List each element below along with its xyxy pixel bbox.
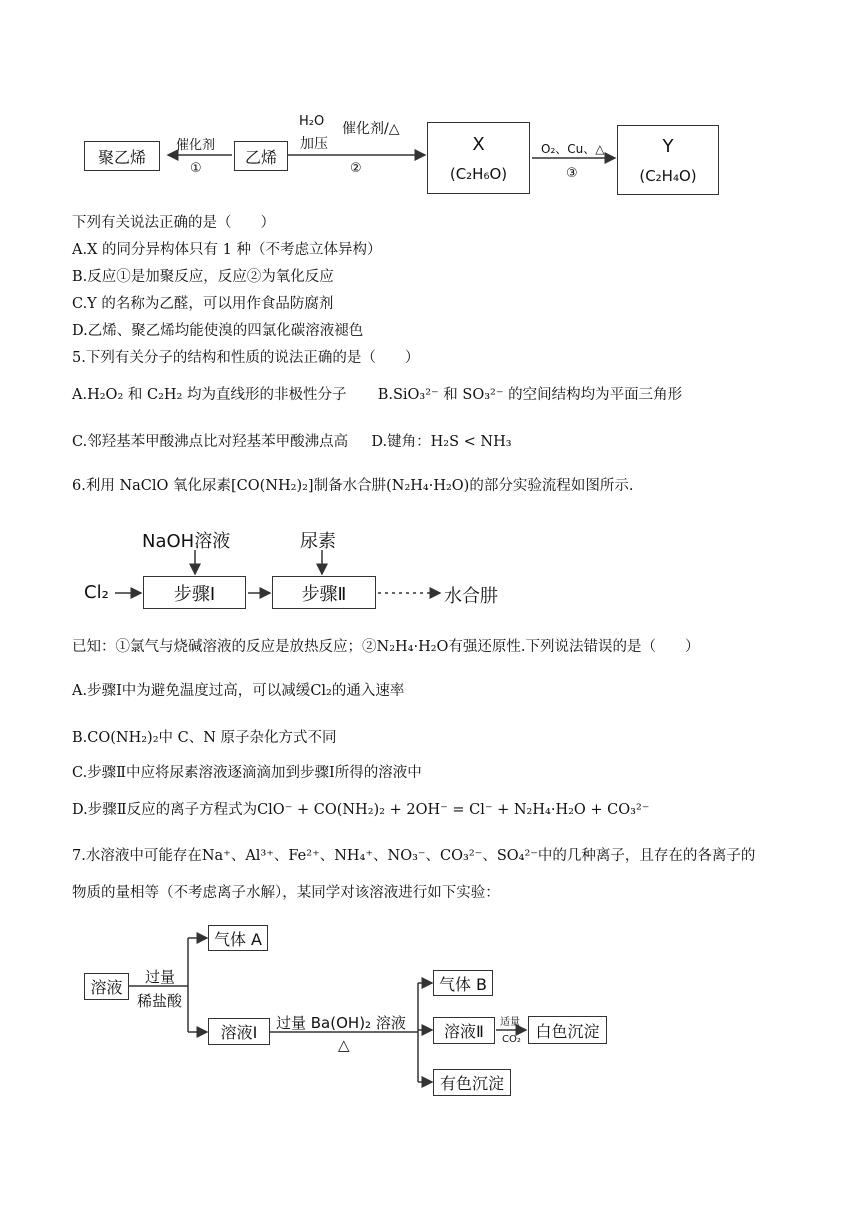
q6-b-post: 中 C、N 原子杂化方式不同 — [158, 730, 337, 746]
flow-urea-label: 尿素 — [300, 531, 336, 552]
q4-option-c: C.Y 的名称为乙醛，可以用作食品防腐剂 — [72, 296, 334, 312]
q6-stem-formula-1: [CO(NH₂)₂] — [231, 478, 314, 494]
flow-step-1: 步骤Ⅰ — [143, 576, 246, 609]
q6-a-formula: Cl₂ — [310, 683, 332, 699]
q5-b-mid: 和 — [438, 387, 463, 403]
q5-option-c: C.邻羟基苯甲酸沸点比对羟基苯甲酸沸点高 — [72, 434, 349, 450]
q6-stem-post: 的部分实验流程如图所示. — [469, 478, 634, 494]
q5-b-post: 的空间结构均为平面三角形 — [503, 387, 683, 403]
q6-known — [72, 637, 700, 657]
arrow1-top-label: 催化剂 — [176, 138, 216, 153]
q6-a-post: 的通入速率 — [331, 683, 405, 699]
q6-option-d — [72, 800, 649, 820]
q6-known-formula: N₂H₄·H₂O — [376, 639, 449, 655]
q5-options-ab — [72, 385, 682, 405]
flow-end-label: 水合肼 — [444, 586, 498, 607]
q5-a-mid: 和 — [123, 387, 147, 403]
flow-cl2-label: Cl₂ — [84, 582, 109, 603]
arrow2-top-label-c: 催化剂/△ — [342, 121, 400, 137]
q7-stem-pre: 7.水溶液中可能存在 — [72, 848, 202, 864]
q7-ions: Na⁺、Al³⁺、Fe²⁺、NH₄⁺、NO₃⁻、CO₃²⁻、SO₄²⁻ — [201, 848, 538, 864]
q7-stem-post: 中的几种离子，且存在的各离子的 — [537, 848, 756, 864]
q5-d-prefix: D.键角： — [371, 434, 431, 450]
box-ethene: 乙烯 — [234, 141, 288, 171]
q6-known-post: 有强还原性.下列说法错误的是（ ） — [448, 639, 700, 655]
arrow3-bottom-label: ③ — [566, 166, 578, 181]
flow-white-precipitate: 白色沉淀 — [528, 1016, 607, 1044]
q6-option-a — [72, 681, 404, 701]
box-x-label: X — [472, 133, 485, 155]
q6-stem — [72, 476, 633, 496]
q5-options-cd — [72, 432, 512, 452]
q6-b-formula: CO(NH₂)₂ — [87, 730, 159, 746]
q5-b-formula-2: SO₃²⁻ — [462, 387, 504, 403]
q4-option-b: B.反应①是加聚反应，反应②为氧化反应 — [72, 269, 334, 285]
box-y-formula: (C₂H₄O) — [639, 166, 697, 185]
flow-solution-2: 溶液Ⅱ — [433, 1017, 495, 1044]
arrow3-top-label: O₂、Cu、△ — [541, 142, 605, 156]
q5-b-prefix: B. — [377, 387, 393, 403]
flow-baoh-label: 过量 Ba(OH)₂ 溶液 — [276, 1014, 406, 1032]
box-x — [427, 122, 530, 194]
q6-d-formula: ClO⁻ + CO(NH₂)₂ + 2OH⁻ = Cl⁻ + N₂H₄·H₂O + CO₃²⁻ — [257, 802, 650, 818]
q7-stem-2: 物质的量相等（不考虑离子水解），某同学对该溶液进行如下实验： — [72, 885, 500, 901]
q5-a-post: 均为直线形的非极性分子 — [182, 387, 347, 403]
box-y-label: Y — [662, 135, 674, 157]
flow-heat-label: △ — [338, 1036, 350, 1054]
q5-a-prefix: A. — [72, 387, 88, 403]
flow-hcl-label-b: 稀盐酸 — [137, 992, 183, 1010]
q6-known-pre: 已知：①氯气与烧碱溶液的反应是放热反应；② — [72, 639, 377, 655]
flow-step-2: 步骤Ⅱ — [272, 576, 376, 609]
q5-a-formula-2: C₂H₂ — [146, 387, 183, 403]
q5-b-formula-1: SiO₃²⁻ — [392, 387, 439, 403]
q6-b-pre: B. — [72, 730, 88, 746]
flow-solution-1: 溶液Ⅰ — [208, 1018, 270, 1045]
box-x-formula: (C₂H₆O) — [449, 164, 508, 183]
flow-solution: 溶液 — [84, 973, 129, 1000]
arrow2-bottom-label: ② — [350, 161, 362, 176]
q5-stem: 5.下列有关分子的结构和性质的说法正确的是（ ） — [72, 350, 420, 366]
q4-option-d: D.乙烯、聚乙烯均能使溴的四氯化碳溶液褪色 — [72, 323, 364, 339]
q5-a-formula-1: H₂O₂ — [87, 387, 124, 403]
flow-gas-a: 气体 A — [208, 925, 268, 951]
q6-stem-pre: 6.利用 NaClO 氧化尿素 — [72, 478, 232, 494]
arrow1-bottom-label: ① — [190, 161, 202, 176]
box-y — [617, 125, 719, 195]
q6-stem-mid: 制备水合肼 — [313, 478, 387, 494]
arrow2-top-label-a: H₂O — [299, 114, 325, 129]
q6-a-pre: A.步骤Ⅰ中为避免温度过高，可以减缓 — [72, 683, 311, 699]
q6-d-pre: D.步骤Ⅱ反应的离子方程式为 — [72, 802, 258, 818]
q4-option-a: A.X 的同分异构体只有 1 种（不考虑立体异构） — [72, 242, 382, 258]
q6-stem-formula-2: (N₂H₄·H₂O) — [386, 478, 470, 494]
q4-stem: 下列有关说法正确的是（ ） — [72, 215, 275, 231]
arrow2-top-label-b: 加压 — [300, 136, 328, 152]
flow-gas-b: 气体 B — [433, 970, 493, 996]
q5-d-formula: H₂S < NH₃ — [430, 434, 512, 450]
flow-co2-label-b: CO₂ — [502, 1034, 521, 1045]
flow-co2-label-a: 适量 — [500, 1017, 520, 1028]
q7-stem-1 — [72, 846, 755, 866]
q6-option-c: C.步骤Ⅱ中应将尿素溶液逐滴滴加到步骤Ⅰ所得的溶液中 — [72, 765, 422, 781]
flow-colored-precipitate: 有色沉淀 — [433, 1069, 511, 1096]
flow-naoh-label: NaOH溶液 — [142, 531, 231, 552]
q6-option-b — [72, 728, 337, 748]
box-polyethylene: 聚乙烯 — [84, 141, 160, 171]
flow-hcl-label-a: 过量 — [145, 968, 176, 986]
